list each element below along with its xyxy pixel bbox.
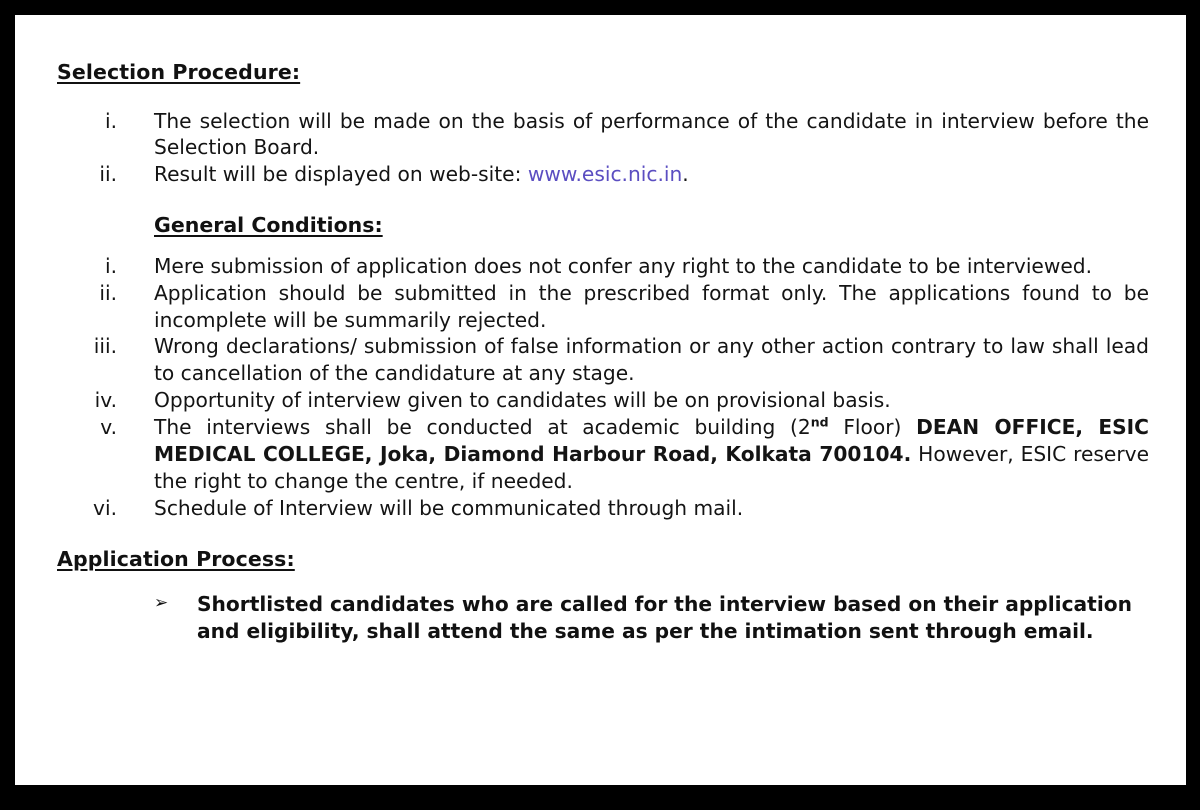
venue-address-bold: DEAN OFFICE, ESIC MEDICAL COLLEGE, Joka, Diamond Harbour Road, Kolkata 700104. [154,414,1149,466]
list-item [57,387,1149,414]
list-marker: iii. [93,334,117,359]
list-marker: v. [100,414,117,439]
list-item [57,280,1149,334]
list-item-text: Application should be submitted in the prescribed format only. The applications found to be incomplete will be summarily rejected. [154,280,1149,332]
website-label: Result will be displayed on web-site: [154,162,528,187]
list-item [57,161,1149,188]
list-item-text: Mere submission of application does not confer any right to the candidate to be interviewed. [154,253,1093,278]
list-item [57,253,1149,280]
list-item [57,495,1149,522]
list-item-text [154,414,1149,495]
list-marker: ii. [99,280,117,305]
list-marker: vi. [93,495,117,520]
document-page [15,15,1186,785]
list-item-text: Opportunity of interview given to candidates will be on provisional basis. [154,388,891,413]
list-item [57,591,1149,645]
list-item-text: Wrong declarations/ submission of false information or any other action contrary to law shall lead to cancellation of the candidature at any stage. [154,334,1149,386]
list-marker: ii. [99,162,117,187]
list-item-text: Shortlisted candidates who are called for the interview based on their application and eligibility, shall attend the same as per the intimation sent through email. [197,592,1132,643]
list-marker: i. [104,108,117,133]
list-item-text [154,161,1149,188]
venue-text-trail: However, ESIC reserve the right to change the centre, if needed. [154,441,1149,493]
section-spacer [57,521,1149,547]
list-marker: i. [104,253,117,278]
section-spacer [57,188,1149,213]
document-body [57,60,1149,645]
selection-procedure-list [57,108,1149,189]
heading-selection-procedure: Selection Procedure: [57,60,301,84]
list-item [57,333,1149,387]
venue-floor-text: Floor) [828,414,917,439]
website-trailing-punctuation: . [682,162,689,187]
application-process-list [57,591,1149,645]
list-item [57,108,1149,162]
ordinal-suffix: nd [810,414,829,430]
list-item-text: Schedule of Interview will be communicated through mail. [154,495,744,520]
heading-application-process: Application Process: [57,547,295,572]
venue-text-lead: The interviews shall be conducted at academic building (2 [154,414,811,439]
arrow-bullet-icon: ➢ [154,593,169,614]
esic-website-link[interactable]: www.esic.nic.in [527,162,683,187]
heading-general-conditions: General Conditions: [154,213,383,238]
list-item-text: The selection will be made on the basis of performance of the candidate in interview before the Selection Board. [154,108,1149,160]
general-conditions-list [57,253,1149,522]
list-item [57,414,1149,495]
list-marker: iv. [94,388,117,413]
